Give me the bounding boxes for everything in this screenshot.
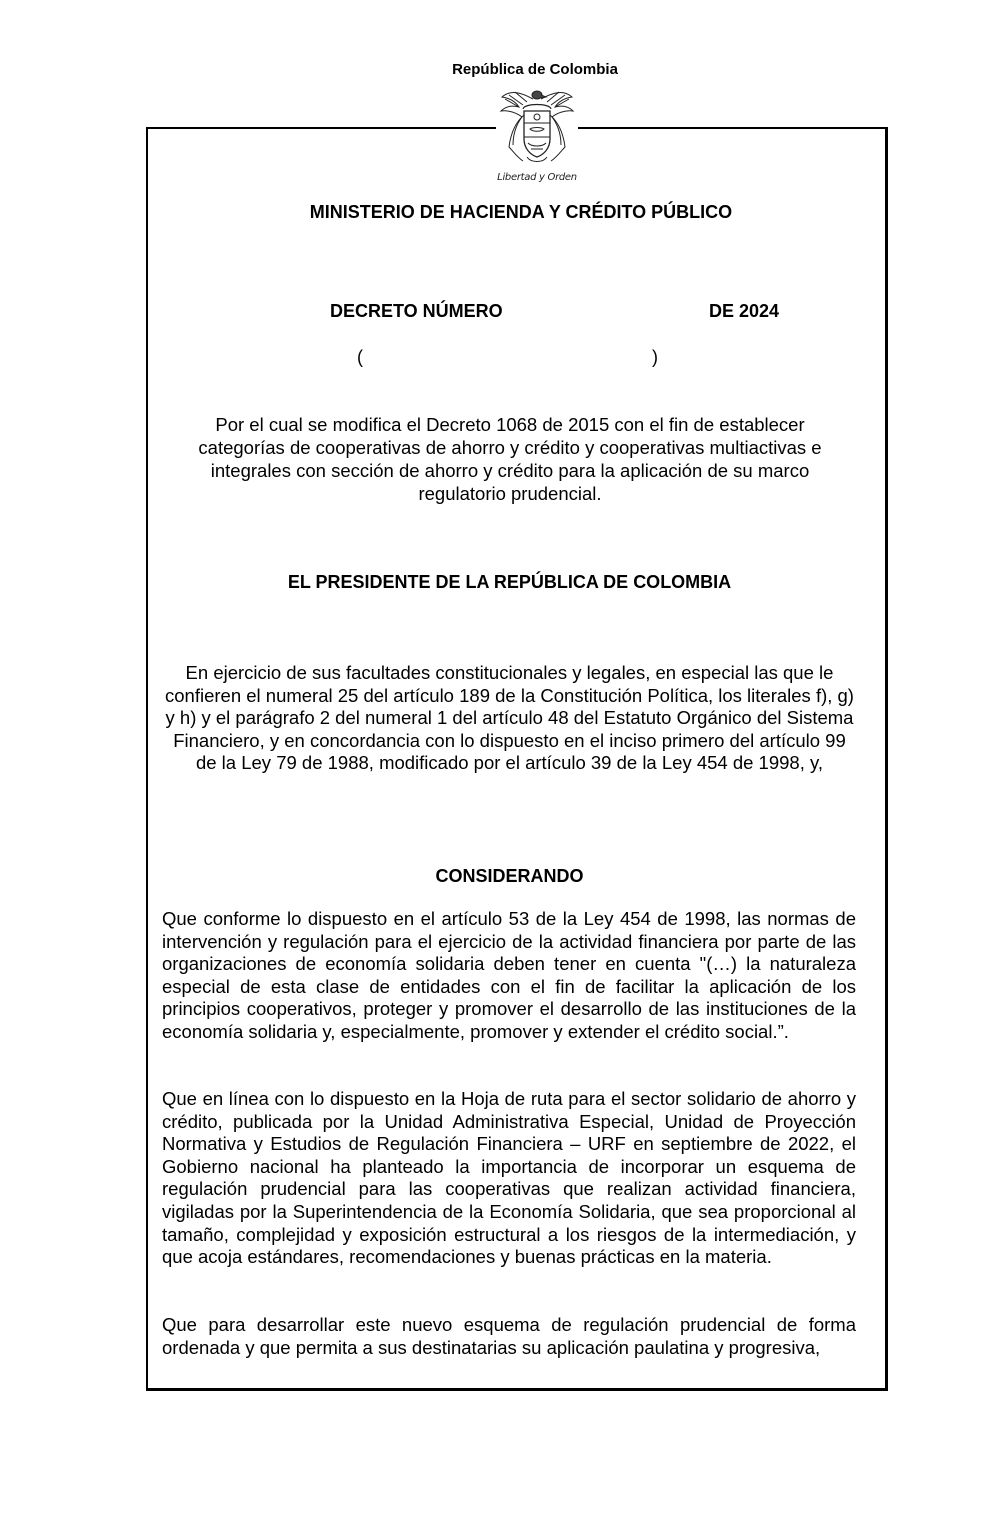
decree-date-paren-close: ) bbox=[652, 347, 658, 367]
considering-paragraph: Que conforme lo dispuesto en el artículo 53 de la Ley 454 de 1998, las normas de intervención y regulación para el ejercicio de la actividad financiera por parte de las organizaciones de economía solidaria deben tener en cuenta "(…) la naturaleza especial de esta clase de entidades con el fin de facilitar la aplicación de los principios cooperativos, proteger y promover el desarrollo de las instituciones de la economía solidaria y, especialmente, promover y extender el crédito social.”. bbox=[162, 908, 856, 1042]
considering-paragraph: Que en línea con lo dispuesto en la Hoja de ruta para el sector solidario de ahorro y crédito, publicada por la Unidad Administrativa Especial, Unidad de Proyección Normativa y Estudios de Regulación Financiera – URF en septiembre de 2022, el Gobierno nacional ha planteado la importancia de incorporar un esquema de regulación prudencial para las cooperativas que realizan actividad financiera, vigiladas por la Superintendencia de la Economía Solidaria, que sea proporcional al tamaño, complejidad y exposición estructural a los riesgos de la intermediación, y que acoja estándares, recomendaciones y buenas prácticas en la materia. bbox=[162, 1088, 856, 1268]
decree-number-label: DECRETO NÚMERO bbox=[330, 301, 503, 321]
considering-paragraph: Que para desarrollar este nuevo esquema de regulación prudencial de forma ordenada y que permita a sus destinatarias su aplicación paulatina y progresiva, bbox=[162, 1314, 856, 1358]
considering-heading: CONSIDERANDO bbox=[435, 866, 584, 886]
decree-date-paren-open: ( bbox=[357, 347, 363, 367]
crest-motto: Libertad y Orden bbox=[497, 172, 577, 183]
ministry-title: MINISTERIO DE HACIENDA Y CRÉDITO PÚBLICO bbox=[309, 202, 733, 222]
authority-heading: EL PRESIDENTE DE LA REPÚBLICA DE COLOMBIA bbox=[287, 572, 732, 592]
country-heading: República de Colombia bbox=[452, 61, 618, 78]
decree-epigraph: Por el cual se modifica el Decreto 1068 de 2015 con el fin de establecer categorías de cooperativas de ahorro y crédito y cooperativas multiactivas e integrales con sección de ahorro y crédito para la aplicación de su marco regulatorio prudencial. bbox=[198, 414, 822, 504]
decree-year: DE 2024 bbox=[709, 301, 780, 321]
legal-powers-paragraph: En ejercicio de sus facultades constitucionales y legales, en especial las que le confieren el numeral 25 del artículo 189 de la Constitución Política, los literales f), g) y h) y el parágrafo 2 del numeral 1 del artículo 48 del Estatuto Orgánico del Sistema Financiero, y en concordancia con lo dispuesto en el inciso primero del artículo 99 de la Ley 79 de 1988, modificado por el artículo 39 de la Ley 454 de 1998, y, bbox=[165, 662, 854, 774]
